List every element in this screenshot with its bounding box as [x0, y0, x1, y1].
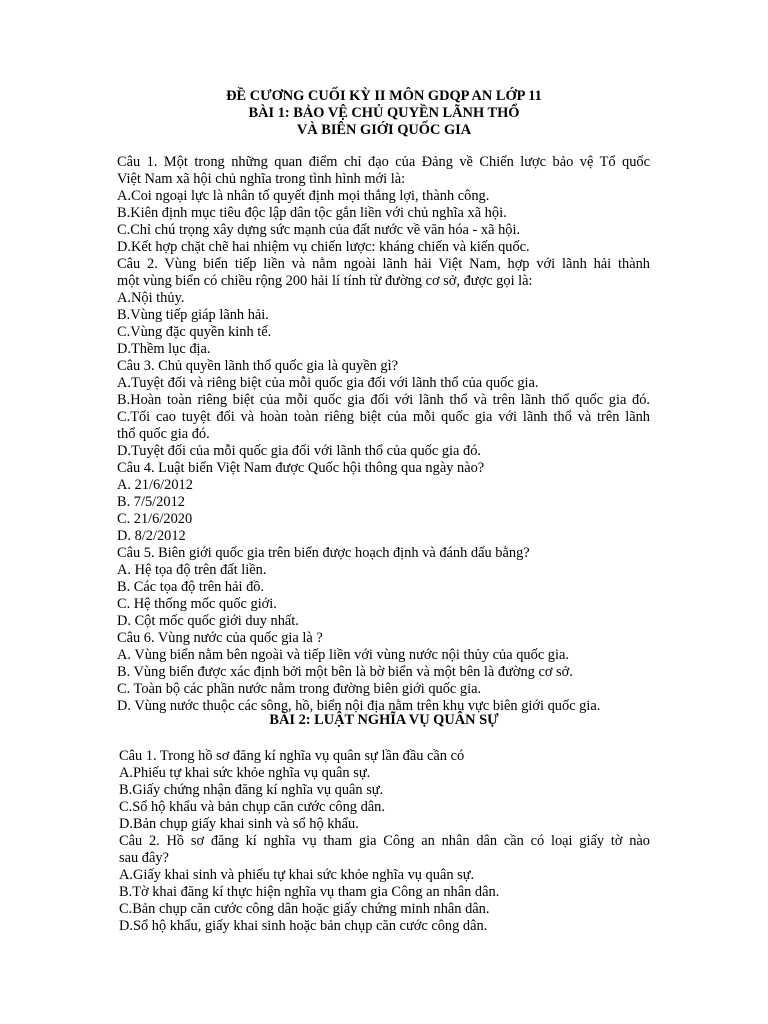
answer-line: D.Kết hợp chặt chẽ hai nhiệm vụ chiến lược: kháng chiến và kiến quốc. [117, 239, 530, 255]
lesson1-subtitle: VÀ BIÊN GIỚI QUỐC GIA [296, 122, 472, 138]
question-line: Câu 2. Vùng biển tiếp liền và nằm ngoài lãnh hải Việt Nam, hợp với lãnh hải thành [117, 256, 650, 272]
answer-line: B. Vùng biển được xác định bởi một bên là bờ biển và một bên là đường cơ sở. [117, 664, 573, 680]
answer-line: C.Bản chụp căn cước công dân hoặc giấy chứng minh nhân dân. [119, 901, 490, 917]
lesson2-title: BÀI 2: LUẬT NGHĨA VỤ QUÂN SỰ [269, 712, 499, 728]
answer-line: B.Tờ khai đăng kí thực hiện nghĩa vụ tham gia Công an nhân dân. [119, 884, 500, 900]
answer-line: A.Phiếu tự khai sức khỏe nghĩa vụ quân sự. [119, 765, 371, 781]
answer-line: D. Cột mốc quốc giới duy nhất. [117, 613, 299, 629]
answer-line: A. Hệ tọa độ trên đất liền. [117, 562, 267, 578]
answer-line: C.Tối cao tuyệt đối và hoàn toàn riêng biệt của mỗi quốc gia với lãnh thổ và trên lãnh [117, 409, 650, 425]
question-line: Câu 1. Một trong những quan điểm chỉ đạo của Đảng về Chiến lược bảo vệ Tổ quốc [117, 154, 650, 170]
answer-line: A. Vùng biển nằm bên ngoài và tiếp liền với vùng nước nội thủy của quốc gia. [117, 647, 569, 663]
answer-line: thổ quốc gia đó. [117, 426, 210, 442]
lesson1-title: BÀI 1: BẢO VỆ CHỦ QUYỀN LÃNH THỔ [248, 105, 520, 121]
answer-line: C.Vùng đặc quyền kinh tế. [117, 324, 272, 340]
answer-line: B.Giấy chứng nhận đăng kí nghĩa vụ quân sự. [119, 782, 384, 798]
question-line: Câu 5. Biên giới quốc gia trên biển được hoạch định và đánh dấu bằng? [117, 545, 530, 561]
answer-line: D. Vùng nước thuộc các sông, hồ, biển nội địa nằm trên khu vực biên giới quốc gia. [117, 698, 601, 714]
answer-line: D.Sổ hộ khẩu, giấy khai sinh hoặc bản chụp căn cước công dân. [119, 918, 488, 934]
answer-line: A.Nội thủy. [117, 290, 185, 306]
answer-line: D.Thềm lục địa. [117, 341, 211, 357]
question-line: Câu 6. Vùng nước của quốc gia là ? [117, 630, 323, 646]
answer-line: D.Tuyệt đối của mỗi quốc gia đối với lãnh thổ của quốc gia đó. [117, 443, 481, 459]
answer-line: C. 21/6/2020 [117, 511, 193, 527]
answer-line: B.Hoàn toàn riêng biệt của mỗi quốc gia đối với lãnh thổ và trên lãnh thổ quốc gia đó. [117, 392, 650, 408]
answer-line: A.Tuyệt đối và riêng biệt của mỗi quốc gia đối với lãnh thổ của quốc gia. [117, 375, 539, 391]
question-line: sau đây? [119, 850, 169, 866]
question-line: Câu 1. Trong hồ sơ đăng kí nghĩa vụ quân sự lần đầu cần có [119, 748, 465, 764]
question-line: Câu 2. Hồ sơ đăng kí nghĩa vụ tham gia Công an nhân dân cần có loại giấy tờ nào [119, 833, 650, 849]
question-line: Câu 4. Luật biển Việt Nam được Quốc hội thông qua ngày nào? [117, 460, 485, 476]
answer-line: A.Giấy khai sinh và phiếu tự khai sức khỏe nghĩa vụ quân sự. [119, 867, 475, 883]
answer-line: D. 8/2/2012 [117, 528, 186, 544]
answer-line: C. Hệ thống mốc quốc giới. [117, 596, 277, 612]
answer-line: A.Coi ngoại lực là nhân tố quyết định mọi thắng lợi, thành công. [117, 188, 490, 204]
document-title: ĐỀ CƯƠNG CUỐI KỲ II MÔN GDQP AN LỚP 11 [226, 88, 542, 104]
answer-line: A. 21/6/2012 [117, 477, 193, 493]
question-line: một vùng biển có chiều rộng 200 hải lí tính từ đường cơ sở, được gọi là: [117, 273, 533, 289]
question-line: Việt Nam xã hội chủ nghĩa trong tình hình mới là: [117, 171, 406, 187]
answer-line: B.Vùng tiếp giáp lãnh hải. [117, 307, 269, 323]
answer-line: C.Sổ hộ khẩu và bản chụp căn cước công dân. [119, 799, 385, 815]
answer-line: C. Toàn bộ các phần nước nằm trong đường biên giới quốc gia. [117, 681, 482, 697]
answer-line: C.Chỉ chú trọng xây dựng sức mạnh của đất nước về văn hóa - xã hội. [117, 222, 521, 238]
answer-line: B. Các tọa độ trên hải đồ. [117, 579, 265, 595]
answer-line: B. 7/5/2012 [117, 494, 185, 510]
answer-line: B.Kiên định mục tiêu độc lập dân tộc gắn liền với chủ nghĩa xã hội. [117, 205, 507, 221]
question-line: Câu 3. Chủ quyền lãnh thổ quốc gia là quyền gì? [117, 358, 398, 374]
answer-line: D.Bản chụp giấy khai sinh và sổ hộ khẩu. [119, 816, 359, 832]
